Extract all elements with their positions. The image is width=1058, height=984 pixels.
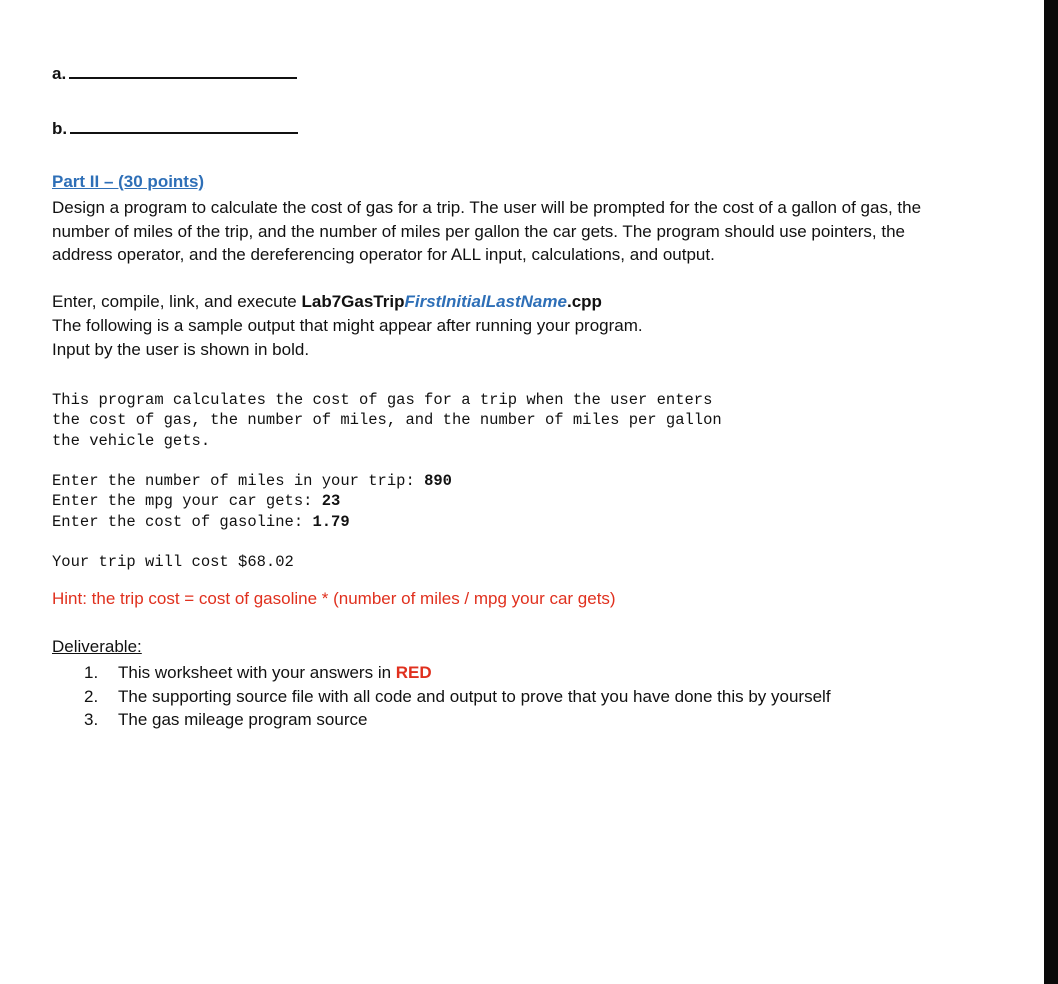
sample-output-note: The following is a sample output that might appear after running your program. [52,316,643,335]
window-edge-bar [1044,0,1058,984]
sample-result-line: Your trip will cost $68.02 [52,553,294,571]
deliverable-1-number: 1. [84,663,99,682]
sample-prompt-miles [52,471,452,492]
input-cost-value: 1.79 [312,513,350,531]
deliverables-list [84,661,831,732]
deliverable-1-text [118,661,432,685]
answer-a-label: a. [52,64,67,83]
file-name-extension: .cpp [566,292,602,311]
compile-instruction [52,290,922,314]
prompt-cost-text: Enter the cost of gasoline: [52,513,313,531]
answer-b-underline [70,132,298,134]
prompt-miles-text: Enter the number of miles in your trip: [52,472,425,490]
bold-input-note: Input by the user is shown in bold. [52,340,310,359]
deliverable-item-3 [84,708,831,732]
sample-intro-line-1: This program calculates the cost of gas for a trip when the user enters [52,391,713,409]
compile-instruction-prefix: Enter, compile, link, and execute [52,292,302,311]
deliverable-2-text: The supporting source file with all code and output to prove that you have done this by yourself [118,686,831,706]
deliverable-3-text: The gas mileage program source [118,710,368,729]
deliverable-2-number: 2. [84,686,99,706]
answer-b-label: b. [52,119,68,138]
file-name-base: Lab7GasTrip [301,292,405,311]
answer-blank-b [52,119,298,139]
sample-prompt-mpg [52,491,340,512]
deliverable-1-red-word: RED [395,663,432,682]
deliverable-item-1 [84,661,831,685]
hint-text: Hint: the trip cost = cost of gasoline * (number of miles / mpg your car gets) [52,589,616,608]
prompt-mpg-text: Enter the mpg your car gets: [52,492,322,510]
deliverable-item-2 [84,685,831,709]
part2-heading: Part II – (30 points) [52,172,205,191]
deliverable-1-prefix: This worksheet with your answers in [118,663,396,682]
sample-prompt-cost [52,512,350,533]
file-name-placeholder: FirstInitialLastName [404,292,567,311]
deliverable-3-number: 3. [84,710,99,729]
sample-intro-line-3: the vehicle gets. [52,432,211,450]
deliverables-heading: Deliverable: [52,637,142,656]
answer-a-underline [69,77,297,79]
sample-intro-line-2: the cost of gas, the number of miles, and the number of miles per gallon [52,411,722,429]
part2-description: Design a program to calculate the cost of gas for a trip. The user will be prompted for the cost of a gallon of gas, the number of miles of the trip, and the number of miles per gallon the car gets. The program should use pointers, the address operator, and the dereferencing operator for ALL input, calculations, and output. [52,198,922,264]
answer-blank-a [52,64,297,84]
input-mpg-value: 23 [321,492,341,510]
input-miles-value: 890 [424,472,452,490]
